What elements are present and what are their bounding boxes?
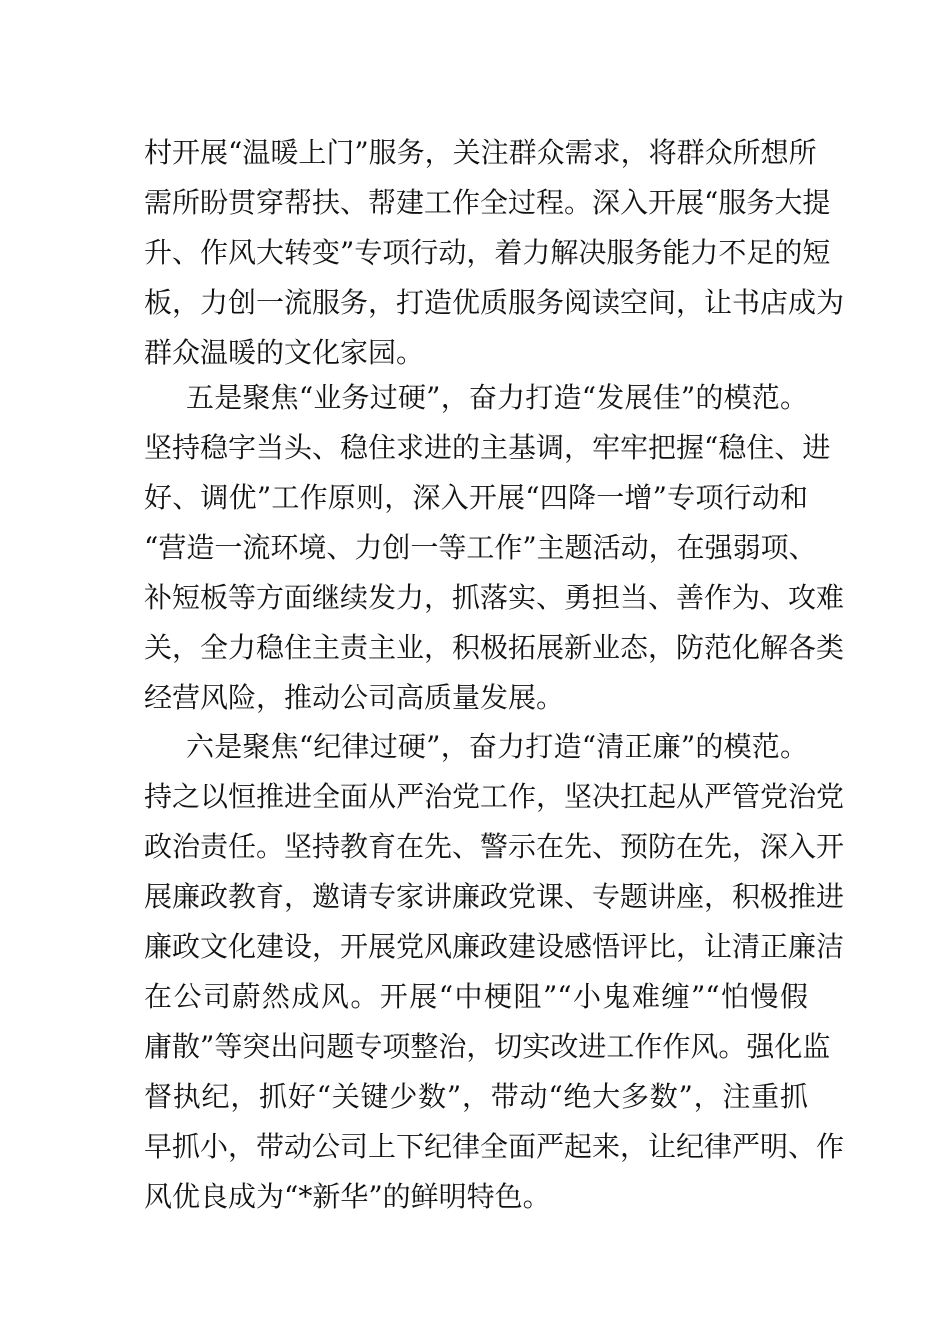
text-line: 补短板等方面继续发力，抓落实、勇担当、善作为、攻难 xyxy=(144,581,845,614)
text-line: 风优良成为“*新华”的鲜明特色。 xyxy=(144,1180,551,1213)
text-line: 群众温暖的文化家园。 xyxy=(144,336,425,369)
paragraph-heading-line: 六是聚焦“纪律过硬”，奋力打造“清正廉”的模范。 xyxy=(186,730,808,763)
text-line: 早抓小，带动公司上下纪律全面严起来，让纪律严明、作 xyxy=(144,1130,845,1163)
text-line: 督执纪，抓好“关键少数”，带动“绝大多数”，注重抓 xyxy=(144,1080,808,1113)
text-line: 关，全力稳住主责主业，积极拓展新业态，防范化解各类 xyxy=(144,631,845,664)
text-line: “营造一流环境、力创一等工作”主题活动，在强弱项、 xyxy=(144,531,817,564)
paragraph-heading-line: 五是聚焦“业务过硬”，奋力打造“发展佳”的模范。 xyxy=(186,381,808,414)
text-line: 廉政文化建设，开展党风廉政建设感悟评比，让清正廉洁 xyxy=(144,930,845,963)
text-line: 政治责任。坚持教育在先、警示在先、预防在先，深入开 xyxy=(144,830,845,863)
text-line: 板，力创一流服务，打造优质服务阅读空间，让书店成为 xyxy=(144,286,845,319)
text-line: 坚持稳字当头、稳住求进的主基调，牢牢把握“稳住、进 xyxy=(144,431,831,464)
text-line: 庸散”等突出问题专项整治，切实改进工作作风。强化监 xyxy=(144,1030,831,1063)
text-line: 持之以恒推进全面从严治党工作，坚决扛起从严管党治党 xyxy=(144,780,845,813)
text-line: 好、调优”工作原则，深入开展“四降一增”专项行动和 xyxy=(144,481,808,514)
text-line: 村开展“温暖上门”服务，关注群众需求，将群众所想所 xyxy=(144,136,817,169)
text-line: 展廉政教育，邀请专家讲廉政党课、专题讲座，积极推进 xyxy=(144,880,845,913)
text-line: 需所盼贯穿帮扶、帮建工作全过程。深入开展“服务大提 xyxy=(144,186,831,219)
text-line: 在公司蔚然成风。开展“中梗阻”“小鬼难缠”“怕慢假 xyxy=(144,980,808,1013)
text-line: 经营风险，推动公司高质量发展。 xyxy=(144,681,565,714)
text-line: 升、作风大转变”专项行动，着力解决服务能力不足的短 xyxy=(144,236,831,269)
